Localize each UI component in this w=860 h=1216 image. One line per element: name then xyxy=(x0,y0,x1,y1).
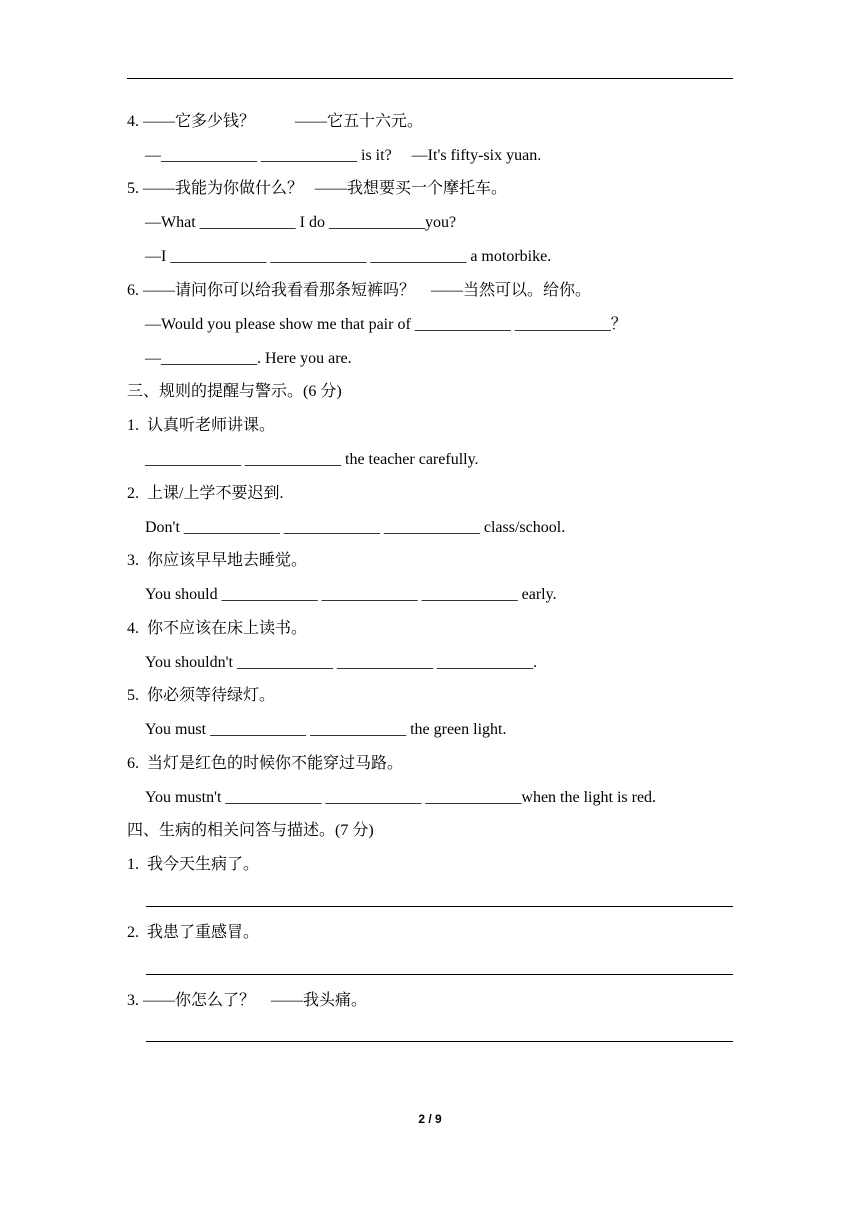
section-3-heading: 三、规则的提醒与警示。(6 分) xyxy=(127,383,342,400)
s3-q6-answer: You mustn't ____________ ____________ ____________when the light is red. xyxy=(145,789,657,806)
s3-q3-answer: You should ____________ ____________ ____________ early. xyxy=(145,586,557,603)
s3-q1-prompt: 1. 认真听老师讲课。 xyxy=(127,417,276,434)
s4-q3-prompt: 3. ——你怎么了？ ——我头痛。 xyxy=(127,992,368,1009)
s3-q1-answer: ____________ ____________ the teacher carefully. xyxy=(145,451,479,468)
s3-q5-prompt: 5. 你必须等待绿灯。 xyxy=(127,687,276,704)
s3-q2-prompt: 2. 上课/上学不要迟到. xyxy=(127,485,284,502)
s4-q2-answer-line xyxy=(146,974,733,975)
q5-answer-2: —I ____________ ____________ ____________ a motorbike. xyxy=(145,248,552,265)
q6-answer-1: —Would you please show me that pair of ____________ ____________？ xyxy=(145,316,627,333)
q5-answer-1: —What ____________ I do ____________you? xyxy=(145,214,457,231)
s3-q2-answer: Don't ____________ ____________ ____________ class/school. xyxy=(145,519,566,536)
page-number: 2 / 9 xyxy=(418,1112,442,1126)
q5-prompt: 5. ——我能为你做什么？ ——我想要买一个摩托车。 xyxy=(127,180,508,197)
q6-prompt: 6. ——请问你可以给我看看那条短裤吗？ ——当然可以。给你。 xyxy=(127,282,592,299)
s3-q3-prompt: 3. 你应该早早地去睡觉。 xyxy=(127,552,308,569)
s3-q6-prompt: 6. 当灯是红色的时候你不能穿过马路。 xyxy=(127,755,404,772)
s4-q1-answer-line xyxy=(146,906,733,907)
s3-q4-answer: You shouldn't ____________ ____________ ____________. xyxy=(145,654,537,671)
q6-answer-2: —____________. Here you are. xyxy=(145,350,352,367)
s4-q2-prompt: 2. 我患了重感冒。 xyxy=(127,924,260,941)
s4-q3-answer-line xyxy=(146,1041,733,1042)
q4-answer: —____________ ____________ is it? —It's fifty-six yuan. xyxy=(145,147,542,164)
section-4-heading: 四、生病的相关问答与描述。(7 分) xyxy=(127,822,374,839)
header-rule xyxy=(127,78,733,79)
s3-q5-answer: You must ____________ ____________ the green light. xyxy=(145,721,507,738)
s4-q1-prompt: 1. 我今天生病了。 xyxy=(127,856,260,873)
q4-prompt: 4. ——它多少钱？ ——它五十六元。 xyxy=(127,113,424,130)
s3-q4-prompt: 4. 你不应该在床上读书。 xyxy=(127,620,308,637)
